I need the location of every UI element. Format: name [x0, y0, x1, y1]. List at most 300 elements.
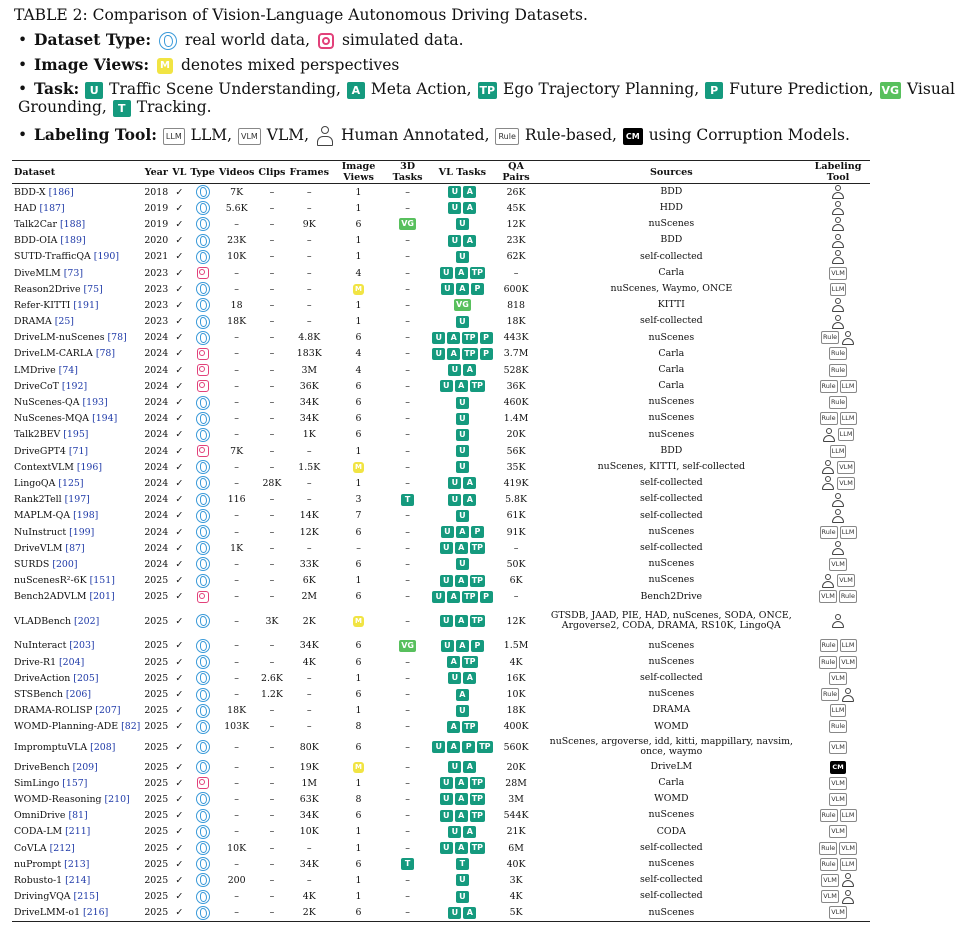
year-cell: 2024	[144, 461, 169, 473]
human-icon	[831, 509, 845, 523]
tasks-3d-cell: –	[405, 810, 410, 822]
tasks-3d-cell: –	[405, 672, 410, 684]
mixed-perspective-icon: M	[353, 616, 364, 627]
rule-icon: Rule	[820, 380, 838, 393]
tasks-3d-cell: –	[405, 251, 410, 263]
citation: [197]	[64, 494, 90, 506]
task-badge-icon: U	[440, 380, 453, 392]
task-badge-icon: U	[448, 235, 461, 247]
citation: [73]	[63, 267, 84, 279]
views-cell	[331, 759, 386, 775]
task-badge-icon: U	[456, 251, 469, 263]
dataset-name: WOMD-Reasoning	[14, 793, 105, 805]
legend-text: denotes mixed perspectives	[180, 56, 400, 74]
vl-tasks-cell	[429, 492, 495, 508]
dataset-cell	[12, 905, 142, 922]
videos-cell: –	[234, 672, 239, 684]
column-header: Frames	[287, 161, 331, 184]
vl-tasks-cell	[429, 808, 495, 824]
qa-pairs-cell: 20K	[506, 429, 526, 441]
type-cell	[188, 443, 216, 459]
task-badge-icon: VG	[881, 83, 900, 97]
vl-cell: ✓	[175, 332, 184, 344]
table-row	[12, 840, 870, 856]
tasks-3d-cell: –	[405, 575, 410, 587]
qa-pairs-cell: 12K	[506, 615, 526, 627]
year-cell: 2024	[144, 526, 169, 538]
task-badge-icon: U	[456, 705, 469, 717]
views-cell: 6	[355, 640, 362, 652]
vl-tasks-cell	[429, 791, 495, 807]
real-world-icon	[196, 574, 210, 588]
views-cell: 7	[355, 510, 362, 522]
qa-pairs-cell: 23K	[506, 235, 526, 247]
dataset-name: DriveBench	[14, 761, 73, 773]
citation: [200]	[52, 558, 78, 570]
year-cell: 2025	[144, 640, 169, 652]
task-badge-icon: U	[448, 761, 461, 773]
table-header-row	[12, 161, 870, 184]
table-row	[12, 233, 870, 249]
qa-pairs-cell: 528K	[503, 364, 529, 376]
vl-tasks-cell	[429, 540, 495, 556]
type-cell	[188, 475, 216, 491]
task-badge-icon: U	[456, 445, 469, 457]
table-row	[12, 856, 870, 872]
task-badge-icon: T	[401, 494, 414, 506]
citation: [87]	[65, 542, 85, 554]
dataset-cell	[12, 346, 142, 362]
year-cell: 2025	[144, 615, 169, 627]
legend-task: • Task: U Traffic Scene Understanding, A Meta Action, TP Ego Trajectory Planning, P Future Prediction, VG Visual	[18, 79, 955, 98]
dataset-name: Talk2Car	[14, 218, 60, 230]
task-badge-icon: P	[705, 82, 723, 99]
citation: [125]	[58, 477, 84, 489]
dataset-cell	[12, 703, 142, 719]
type-cell	[188, 346, 216, 362]
real-world-icon	[196, 890, 210, 904]
clips-cell: –	[269, 494, 275, 506]
tasks-3d-cell: –	[405, 721, 410, 733]
dataset-name: BDD-X	[14, 186, 49, 198]
frames-cell: 34K	[299, 858, 319, 870]
rule-icon: Rule	[839, 590, 857, 603]
qa-pairs-cell: 3.7M	[503, 348, 529, 360]
citation: [157]	[62, 777, 88, 789]
qa-pairs-cell: 16K	[506, 672, 526, 684]
vl-cell: ✓	[175, 445, 184, 457]
task-badge-icon: P	[462, 741, 475, 753]
vl-cell: ✓	[175, 316, 184, 328]
videos-cell: –	[234, 858, 239, 870]
task-badge-icon: A	[463, 235, 476, 247]
clips-cell: –	[269, 721, 275, 733]
task-badge-icon: U	[432, 591, 445, 603]
dataset-cell	[12, 475, 142, 491]
frames-cell: 6K	[302, 575, 316, 587]
legend-text: VLM,	[266, 126, 310, 144]
table-row	[12, 791, 870, 807]
vl-tasks-cell	[429, 856, 495, 872]
labeling-tool-cell	[806, 589, 870, 605]
videos-cell: –	[234, 741, 239, 753]
legend-text: using Corruption Models.	[648, 126, 850, 144]
year-cell: 2024	[144, 397, 169, 409]
labeling-tool-cell	[806, 889, 870, 905]
views-cell	[331, 605, 386, 638]
sources-cell: nuScenes, Waymo, ONCE	[610, 282, 733, 294]
frames-cell: –	[306, 494, 312, 506]
llm-icon: LLM	[838, 428, 855, 441]
table-row	[12, 265, 870, 281]
task-badge-icon: U	[456, 413, 469, 425]
tasks-3d-cell: –	[405, 891, 410, 903]
real-world-icon	[196, 655, 210, 669]
tasks-3d-cell: –	[405, 397, 410, 409]
labeling-tool-cell	[806, 719, 870, 735]
real-world-icon	[196, 217, 210, 231]
column-header: QA Pairs	[496, 161, 537, 184]
task-badge-icon: A	[463, 364, 476, 376]
task-badge-icon: U	[448, 672, 461, 684]
vl-tasks-cell	[429, 508, 495, 524]
clips-cell: –	[269, 283, 275, 295]
table-row	[12, 719, 870, 735]
qa-pairs-cell: 20K	[506, 761, 526, 773]
vl-cell: ✓	[175, 413, 184, 425]
rule-icon: Rule	[820, 809, 838, 822]
citation: [193]	[82, 397, 108, 409]
dataset-cell	[12, 297, 142, 313]
frames-cell: –	[306, 874, 312, 886]
frames-cell: –	[306, 721, 312, 733]
citation: [188]	[59, 218, 86, 230]
human-icon	[821, 476, 835, 490]
views-cell: 1	[355, 826, 362, 838]
labeling-tool-cell	[806, 670, 870, 686]
sources-cell: Carla	[658, 363, 685, 375]
task-badge-icon: A	[447, 348, 460, 360]
dataset-cell	[12, 540, 142, 556]
qa-pairs-cell: 3M	[508, 793, 524, 805]
views-cell: 6	[355, 858, 362, 870]
dataset-name: SURDS	[14, 558, 53, 570]
table-row	[12, 459, 870, 475]
dataset-name: DriveLM-nuScenes	[14, 332, 108, 344]
type-cell	[188, 638, 216, 654]
tasks-3d-cell	[386, 638, 429, 654]
type-cell	[188, 703, 216, 719]
vl-cell: ✓	[175, 858, 184, 870]
year-cell: 2024	[144, 332, 169, 344]
real-world-icon	[196, 250, 210, 264]
clips-cell: –	[269, 777, 275, 789]
vl-cell: ✓	[175, 510, 184, 522]
year-cell: 2019	[144, 218, 169, 230]
table-row	[12, 654, 870, 670]
labeling-tool-cell	[806, 638, 870, 654]
tasks-3d-cell: –	[405, 332, 410, 344]
videos-cell: –	[234, 283, 239, 295]
clips-cell: –	[269, 380, 275, 392]
sources-cell: self-collected	[639, 874, 703, 886]
qa-pairs-cell: 45K	[506, 202, 526, 214]
task-badge-icon: U	[456, 891, 469, 903]
vl-tasks-cell	[429, 872, 495, 888]
videos-cell: 5.6K	[225, 202, 248, 214]
dataset-cell	[12, 411, 142, 427]
llm-icon: LLM	[840, 809, 857, 822]
legend-text: Grounding,	[18, 98, 107, 116]
year-cell: 2025	[144, 741, 169, 753]
table-row	[12, 492, 870, 508]
sources-cell: nuScenes	[648, 412, 695, 424]
sources-cell: self-collected	[639, 315, 703, 327]
videos-cell: –	[234, 429, 239, 441]
year-cell: 2024	[144, 542, 169, 554]
tasks-3d-cell: –	[405, 267, 410, 279]
clips-cell: –	[269, 251, 275, 263]
frames-cell: 12K	[299, 526, 319, 538]
vlm-icon: VLM	[839, 656, 857, 669]
type-cell	[188, 184, 216, 201]
task-badge-icon: P	[480, 332, 493, 344]
dataset-cell	[12, 362, 142, 378]
sources-cell: Carla	[658, 777, 685, 789]
dataset-name: BDD-OIA	[14, 235, 61, 247]
labeling-tool-cell	[806, 791, 870, 807]
sources-cell: WOMD	[654, 793, 689, 805]
sources-cell: HDD	[659, 202, 683, 214]
views-cell: 6	[331, 905, 386, 922]
type-cell	[188, 654, 216, 670]
vl-cell: ✓	[175, 615, 184, 627]
clips-cell: –	[269, 793, 275, 805]
table-row	[12, 200, 870, 216]
year-cell: 2024	[144, 413, 169, 425]
views-cell: 6	[355, 656, 362, 668]
table-row	[12, 184, 870, 201]
legend-text: Traffic Scene Understanding,	[109, 80, 341, 98]
task-badge-icon: U	[440, 542, 453, 554]
rule-icon: Rule	[829, 720, 847, 733]
year-cell: 2025	[144, 793, 169, 805]
dataset-name: DrivingVQA	[14, 891, 74, 903]
vl-tasks-cell	[429, 524, 495, 540]
vl-cell: ✓	[175, 874, 184, 886]
frames-cell: 36K	[299, 380, 319, 392]
table-row	[12, 314, 870, 330]
tasks-3d-cell: –	[405, 591, 410, 603]
clips-cell: –	[269, 575, 275, 587]
real-world-icon	[196, 493, 210, 507]
task-badge-icon: A	[455, 810, 468, 822]
dataset-cell	[12, 508, 142, 524]
views-cell: 1	[355, 891, 362, 903]
dataset-name: DriveAction	[14, 672, 74, 684]
tasks-3d-cell: –	[405, 793, 410, 805]
videos-cell: –	[234, 591, 239, 603]
frames-cell: 183K	[296, 348, 322, 360]
table-row	[12, 605, 870, 638]
column-header: Sources	[537, 161, 807, 184]
clips-cell: –	[269, 741, 275, 753]
dataset-name: nuPrompt	[14, 858, 65, 870]
real-world-icon	[196, 396, 210, 410]
sources-cell: self-collected	[639, 477, 703, 489]
table-body	[12, 184, 870, 922]
clips-cell: –	[269, 591, 275, 603]
sources-cell: DriveLM	[650, 760, 693, 772]
vlm-icon: VLM	[837, 574, 855, 587]
views-cell: 6	[355, 558, 362, 570]
year-cell: 2024	[144, 348, 169, 360]
type-cell	[188, 216, 216, 232]
labeling-tool-cell	[806, 775, 870, 791]
dataset-cell	[12, 394, 142, 410]
frames-cell: –	[306, 299, 312, 311]
task-badge-icon: TP	[464, 657, 476, 667]
legend-label: Image Views:	[34, 55, 150, 74]
sources-cell: DRAMA	[652, 704, 691, 716]
views-cell: 6	[355, 591, 362, 603]
labeling-tool-cell	[806, 249, 870, 265]
vl-cell: ✓	[175, 793, 184, 805]
labeling-tool-cell	[806, 297, 870, 313]
frames-cell: –	[306, 202, 312, 214]
qa-pairs-cell: 62K	[506, 251, 526, 263]
task-badge-icon: P	[480, 348, 493, 360]
views-cell: 6	[355, 526, 362, 538]
real-world-icon	[196, 557, 210, 571]
task-badge-icon: VG	[456, 300, 469, 310]
dataset-name: Rank2Tell	[14, 494, 65, 506]
legend-text: simulated data.	[341, 31, 464, 49]
videos-cell: –	[234, 461, 239, 473]
qa-pairs-cell: 560K	[503, 741, 529, 753]
dataset-cell	[12, 330, 142, 346]
vl-tasks-cell	[429, 281, 495, 297]
year-cell: 2023	[144, 299, 169, 311]
type-cell	[188, 840, 216, 856]
mixed-perspective-icon: M	[353, 762, 364, 773]
labeling-tool-cell	[806, 686, 870, 702]
sources-cell: BDD	[660, 444, 683, 456]
frames-cell: 4.8K	[298, 332, 321, 344]
vl-cell: ✓	[175, 202, 184, 214]
vl-tasks-cell	[429, 703, 495, 719]
rule-icon: Rule	[829, 396, 847, 409]
task-badge-icon: U	[85, 82, 103, 99]
labeling-tool-cell	[806, 905, 870, 922]
sources-cell: nuScenes	[648, 428, 695, 440]
sources-cell: nuScenes	[648, 857, 695, 869]
rule-icon: Rule	[820, 526, 838, 539]
task-badge-icon: A	[463, 672, 476, 684]
type-cell	[188, 856, 216, 872]
vl-cell: ✓	[175, 364, 184, 376]
clips-cell: –	[269, 186, 275, 198]
dataset-cell	[12, 200, 142, 216]
dataset-name: DriveVLM	[14, 542, 66, 554]
qa-pairs-cell: 5K	[496, 905, 537, 922]
qa-pairs-cell: 50K	[506, 558, 526, 570]
legend-text: Visual	[907, 80, 955, 98]
year-cell: 2025	[144, 777, 169, 789]
dataset-name: CoVLA	[14, 842, 50, 854]
task-badge-icon: TP	[471, 794, 484, 804]
type-cell	[188, 556, 216, 572]
type-cell	[188, 362, 216, 378]
dataset-cell	[12, 265, 142, 281]
tasks-3d-cell: –	[405, 413, 410, 425]
vl-cell: ✓	[175, 810, 184, 822]
llm-icon: LLM	[840, 380, 857, 393]
table-row	[12, 589, 870, 605]
videos-cell: –	[234, 891, 239, 903]
clips-cell: –	[269, 705, 275, 717]
vl-tasks-cell	[429, 759, 495, 775]
vl-tasks-cell	[429, 330, 495, 346]
tasks-3d-cell: –	[405, 761, 410, 773]
sources-cell: nuScenes, argoverse, idd, kitti, mappillary, navsim, once, waymo	[549, 735, 793, 757]
labeling-tool-cell	[806, 508, 870, 524]
dataset-name: SUTD-TrafficQA	[14, 251, 94, 263]
videos-cell: –	[234, 826, 239, 838]
videos-cell: –	[234, 413, 239, 425]
type-cell	[188, 589, 216, 605]
tasks-3d-cell: –	[405, 842, 410, 854]
labeling-tool-cell	[806, 459, 870, 475]
citation: [198]	[73, 510, 99, 522]
llm-icon: LLM	[840, 858, 857, 871]
dataset-name: nuScenesR²-6K	[14, 575, 90, 587]
table-row	[12, 297, 870, 313]
qa-pairs-cell: 56K	[506, 445, 526, 457]
citation: [187]	[39, 202, 65, 214]
citation: [78]	[107, 332, 127, 344]
rule-icon: Rule	[821, 331, 839, 344]
table-row	[12, 330, 870, 346]
legend-text: Human Annotated,	[340, 126, 490, 144]
views-cell: 1	[355, 672, 362, 684]
labeling-tool-cell	[806, 314, 870, 330]
vl-cell: ✓	[175, 186, 184, 198]
views-cell: 1	[355, 186, 362, 198]
vl-cell: ✓	[175, 526, 184, 538]
real-world-icon	[196, 671, 210, 685]
real-world-icon	[196, 331, 210, 345]
year-cell: 2021	[144, 251, 169, 263]
views-cell: 4	[355, 348, 362, 360]
views-cell: 8	[355, 793, 362, 805]
vl-tasks-cell	[429, 735, 495, 759]
frames-cell: 34K	[299, 640, 319, 652]
vlm-icon: VLM	[837, 461, 855, 474]
task-badge-icon: U	[456, 218, 469, 230]
year-cell: 2024	[144, 380, 169, 392]
clips-cell: –	[269, 842, 275, 854]
frames-cell: –	[306, 251, 312, 263]
real-world-icon	[196, 639, 210, 653]
task-badge-icon: TP	[471, 616, 484, 626]
task-badge-icon: U	[440, 842, 453, 854]
qa-pairs-cell: 4K	[509, 891, 523, 903]
clips-cell: –	[269, 364, 275, 376]
vl-cell: ✓	[175, 591, 184, 603]
task-badge-icon: A	[455, 542, 468, 554]
dataset-name: ContextVLM	[14, 461, 77, 473]
